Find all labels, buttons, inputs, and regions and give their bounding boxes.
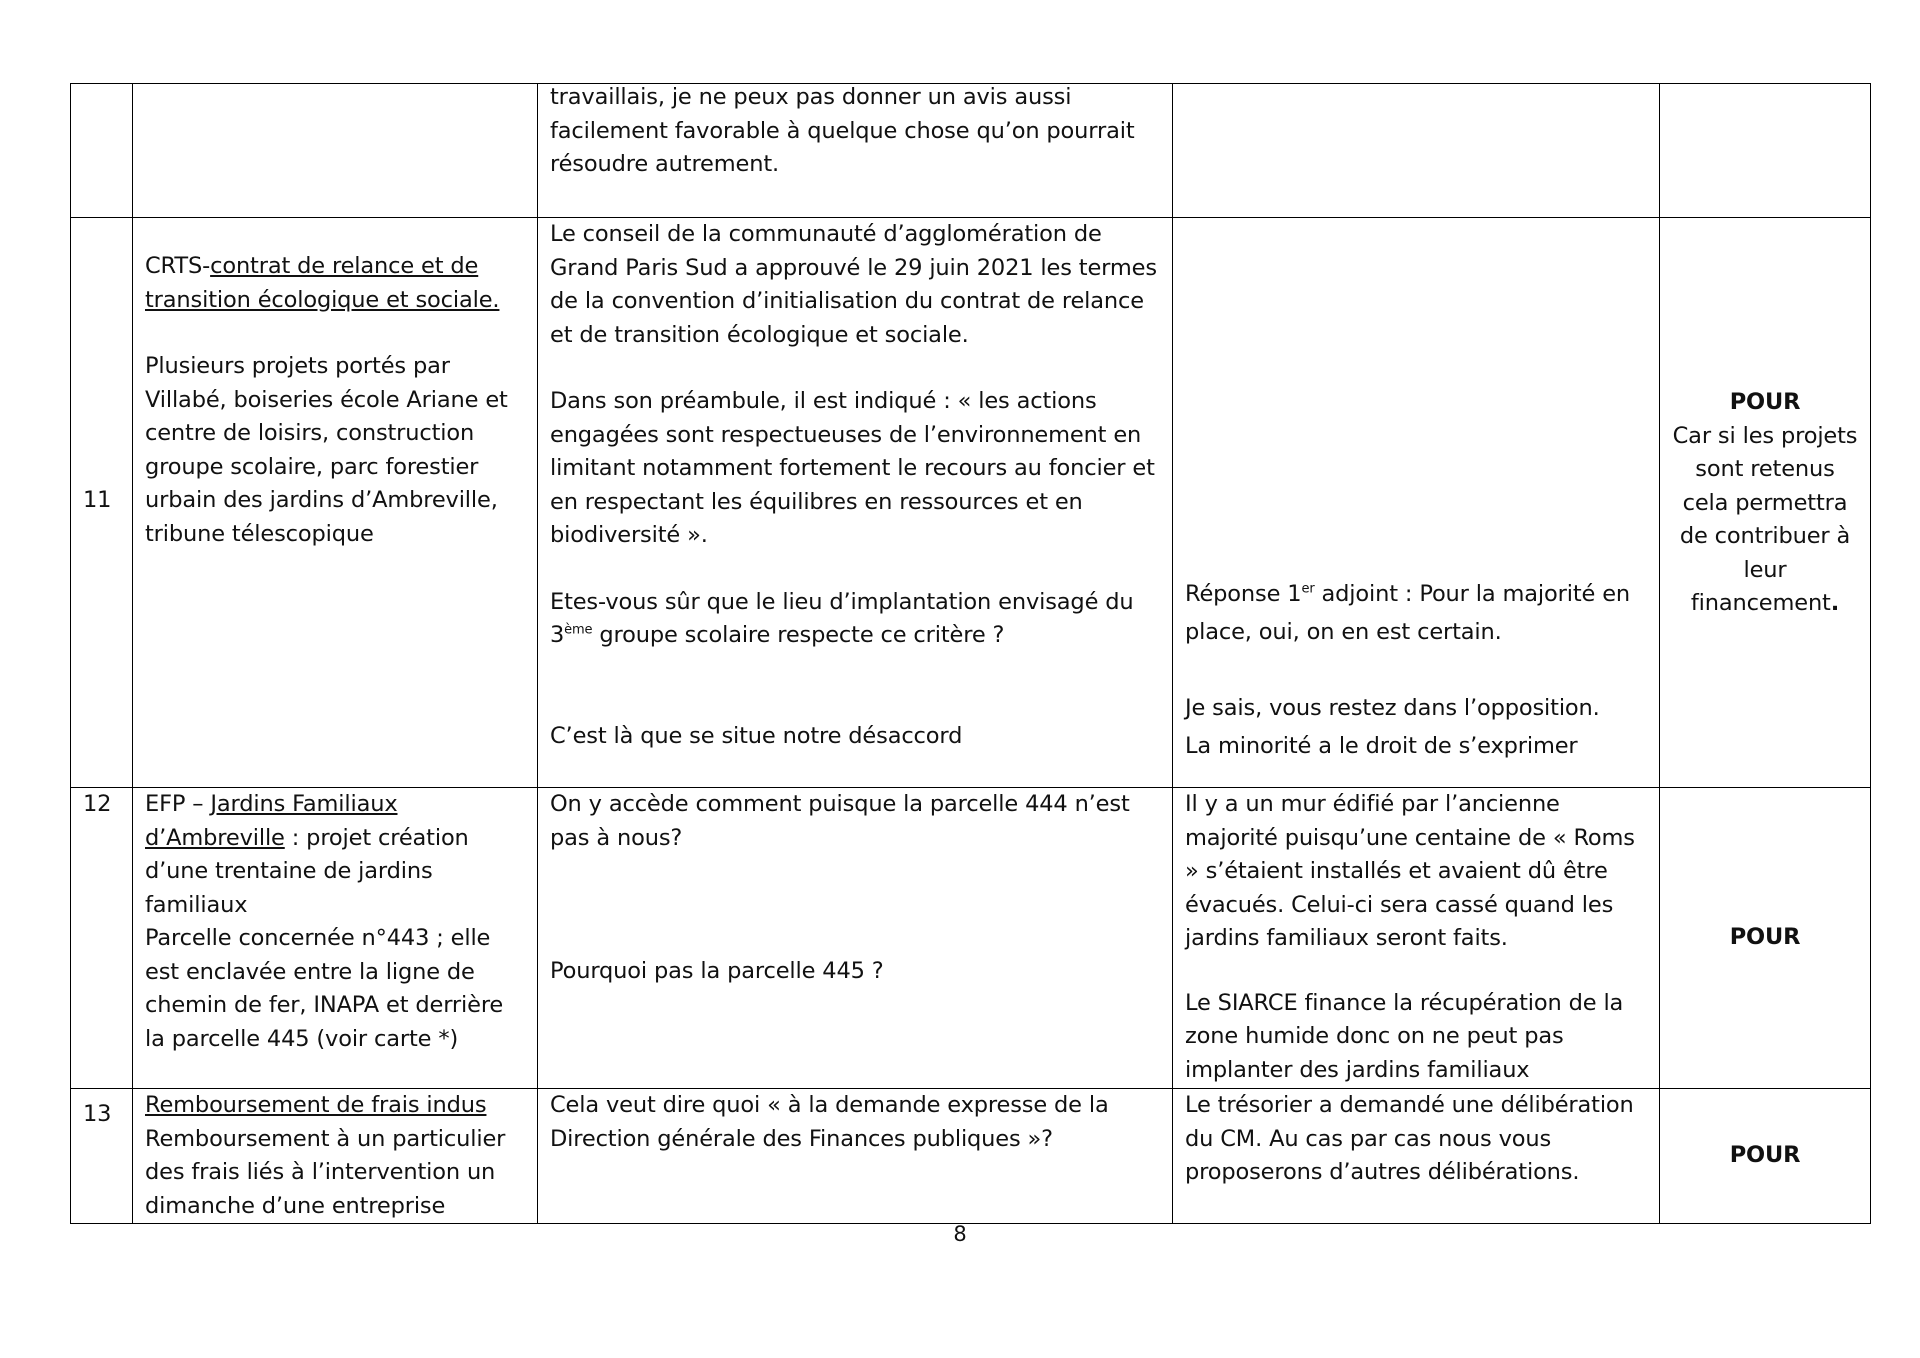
subject-title-text: Jardins Familiaux d’Ambreville — [145, 791, 398, 851]
question-paragraph-4: C’est là que se situe notre désaccord — [550, 722, 963, 749]
row-number-text: 11 — [83, 486, 112, 513]
question-paragraph-3: Etes-vous sûr que le lieu d’implantation envisagé du 3ème groupe scolaire respecte ce critère ? — [550, 588, 1134, 648]
table-row — [71, 1089, 1871, 1224]
vote-cell — [1660, 218, 1871, 788]
answer-paragraph-3: La minorité a le droit de s’exprimer — [1185, 733, 1578, 759]
answer-paragraph-2: Je sais, vous restez dans l’opposition. — [1185, 695, 1600, 721]
deliberations-table — [70, 83, 1871, 1224]
row-number — [71, 788, 133, 1089]
row-number — [71, 84, 133, 218]
vote-label: POUR — [1729, 1142, 1801, 1169]
subject-prefix: CRTS- — [145, 253, 211, 279]
subject-cell — [133, 84, 538, 218]
subject-body: : projet création d’une trentaine de jardins familiaux — [145, 824, 469, 918]
answer-paragraph-1: Il y a un mur édifié par l’ancienne majorité puisqu’une centaine de « Roms » s’étaient installés et avaient dû être évacués. Celui-ci sera cassé quand les jardins familiaux seront faits. — [1185, 791, 1635, 951]
subject-cell — [133, 218, 538, 788]
answer-paragraph-1: Le trésorier a demandé une délibération du CM. Au cas par cas nous vous proposerons d’autres délibérations. — [1185, 1092, 1634, 1185]
subject-title-text: contrat de relance et de transition écologique et sociale. — [145, 253, 500, 313]
question-paragraph-1: On y accède comment puisque la parcelle 444 n’est pas à nous? — [550, 791, 1130, 851]
row-number — [71, 218, 133, 788]
question-cell — [538, 788, 1173, 1089]
vote-label: POUR — [1729, 389, 1801, 415]
answer-cell — [1173, 218, 1660, 788]
answer-paragraph-2: Le SIARCE finance la récupération de la zone humide donc on ne peut pas implanter des jardins familiaux — [1185, 989, 1624, 1083]
row-number-text: 12 — [83, 791, 112, 817]
subject-body-2: Parcelle concernée n°443 ; elle est enclavée entre la ligne de chemin de fer, INAPA et derrière la parcelle 445 (voir carte *) — [145, 925, 504, 1052]
table-row — [71, 218, 1871, 788]
answer-cell — [1173, 788, 1660, 1089]
answer-cell — [1173, 1089, 1660, 1224]
question-cell — [538, 1089, 1173, 1224]
subject-title — [145, 250, 525, 317]
subject-cell — [133, 788, 538, 1089]
subject-body: Remboursement à un particulier des frais liés à l’intervention un dimanche d’une entreprise — [145, 1125, 506, 1219]
subject-cell — [133, 1089, 538, 1224]
row-number-text: 13 — [83, 1101, 112, 1127]
row-number — [71, 1089, 133, 1224]
vote-justification: Car si les projets sont retenus cela permettra de contribuer à leur financement. — [1672, 422, 1858, 616]
question-text: travaillais, je ne peux pas donner un avis aussi facilement favorable à quelque chose qu’on pourrait résoudre autrement. — [550, 84, 1135, 177]
question-paragraph-2: Pourquoi pas la parcelle 445 ? — [550, 958, 884, 984]
subject-title: Remboursement de frais indus — [145, 1092, 487, 1118]
question-cell — [538, 84, 1173, 218]
page-number: 8 — [953, 1222, 967, 1246]
subject-title — [145, 788, 525, 922]
vote-cell — [1660, 788, 1871, 1089]
subject-body: Plusieurs projets portés par Villabé, boiseries école Ariane et centre de loisirs, construction groupe scolaire, parc forestier urbain des jardins d’Ambreville, tribune télescopique — [145, 353, 508, 547]
vote-label: POUR — [1729, 924, 1801, 951]
answer-cell — [1173, 84, 1660, 218]
question-paragraph-1: Le conseil de la communauté d’agglomération de Grand Paris Sud a approuvé le 29 juin 2021 les termes de la convention d’initialisation du contrat de relance et de transition écologique et sociale. — [550, 221, 1157, 348]
question-paragraph-1: Cela veut dire quoi « à la demande expresse de la Direction générale des Finances publiques »? — [550, 1092, 1109, 1152]
question-paragraph-2: Dans son préambule, il est indiqué : « les actions engagées sont respectueuses de l’environnement en limitant notamment fortement le recours au foncier et en respectant les équilibres en ressources et en biodiversité ». — [550, 388, 1155, 548]
subject-prefix: EFP – — [145, 791, 211, 817]
vote-cell — [1660, 1089, 1871, 1224]
question-cell — [538, 218, 1173, 788]
table-row — [71, 788, 1871, 1089]
table-row — [71, 84, 1871, 218]
vote-cell — [1660, 84, 1871, 218]
answer-paragraph-1: Réponse 1er adjoint : Pour la majorité en place, oui, on en est certain. — [1185, 581, 1631, 645]
